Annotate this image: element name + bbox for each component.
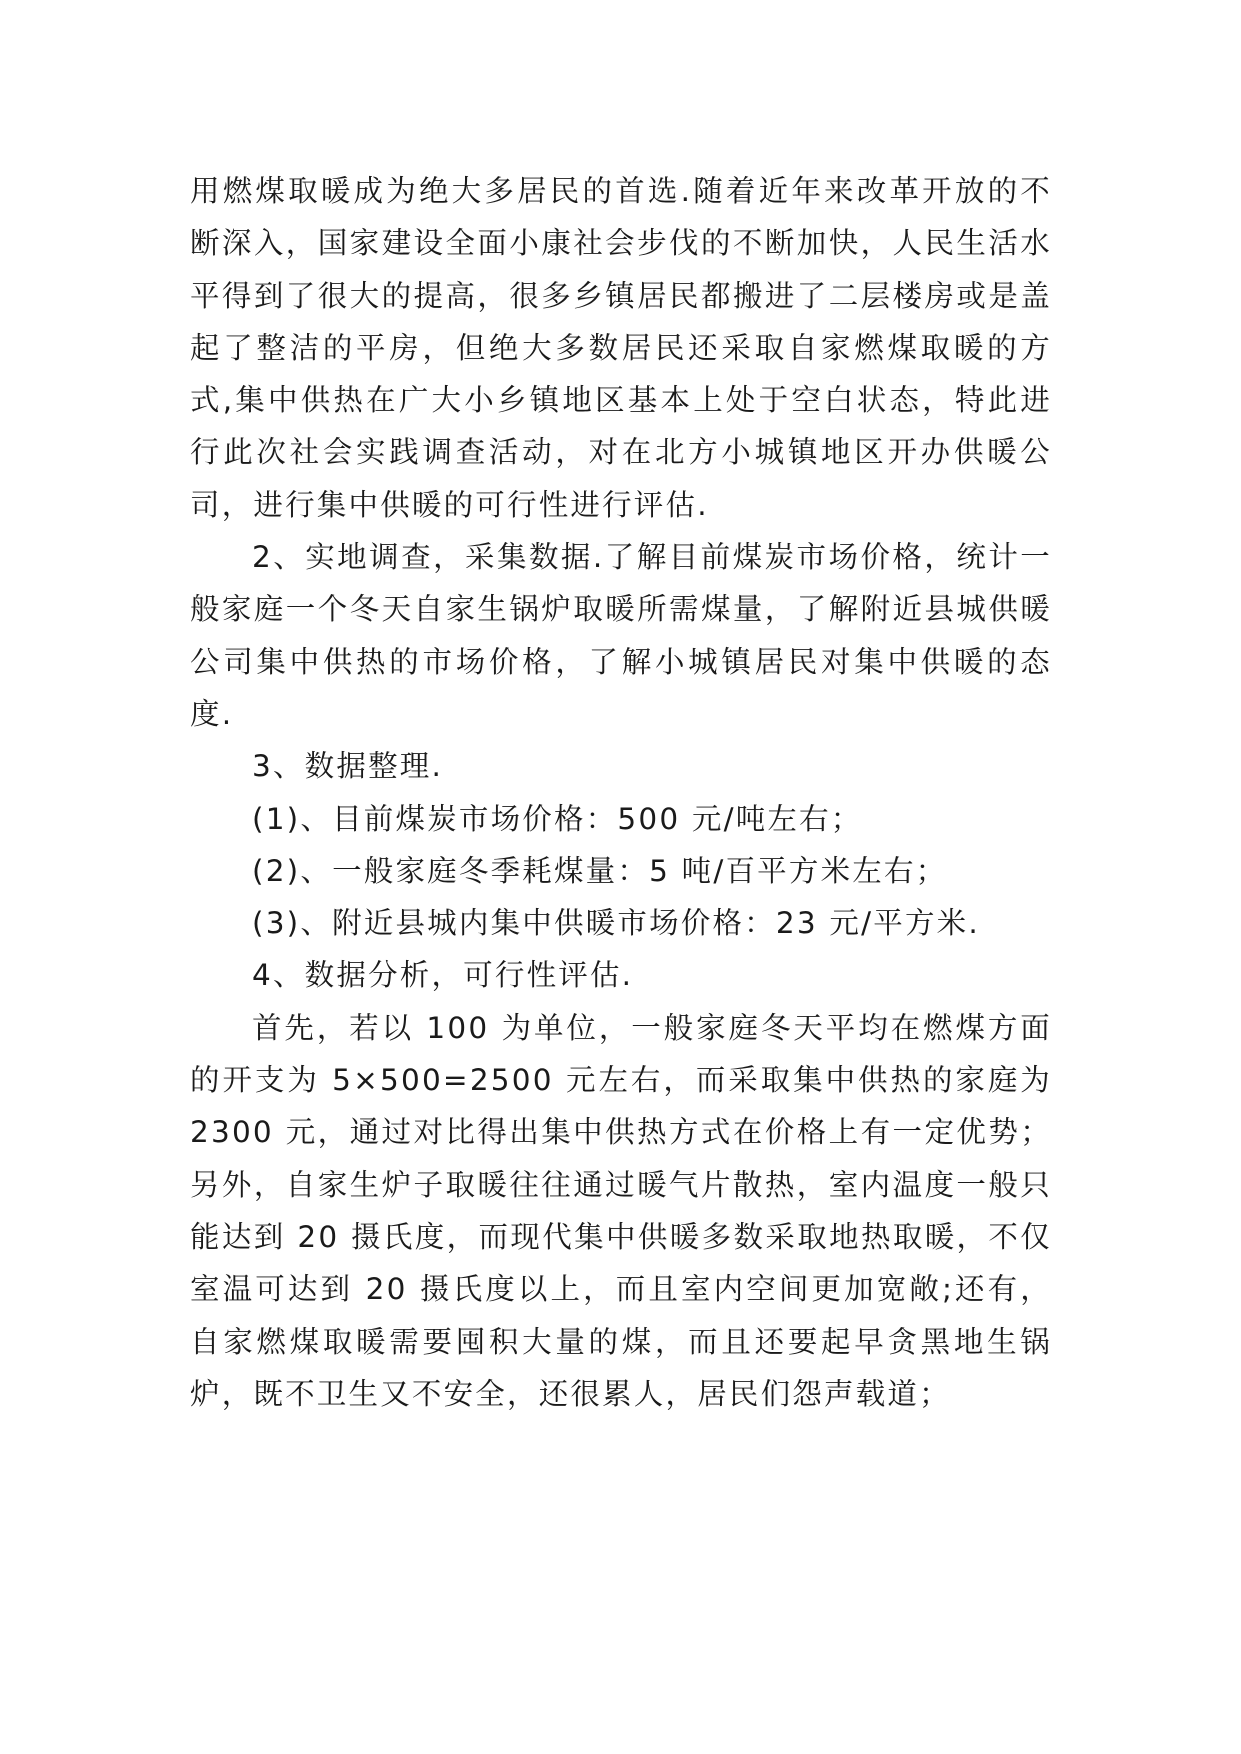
paragraph-step-4: 4、数据分析，可行性评估. (252, 958, 634, 993)
document-body (190, 165, 1052, 1420)
paragraph-data-item-1: (1)、目前煤炭市场价格：500 元/吨左右； (252, 801, 863, 836)
paragraph-analysis: 首先，若以 100 为单位，一般家庭冬天平均在燃煤方面的开支为 5×500=2500 元左右，而采取集中供热的家庭为 2300 元，通过对比得出集中供热方式在价格上有一定优势；另外，自家生炉子取暖往往通过暖气片散热，室内温度一般只能达到 20 摄氏度，而现代集中供暖多数采取地热取暖，不仅室温可达到 20 摄氏度以上，而且室内空间更加宽敞;还有，自家燃煤取暖需要囤积大量的煤，而且还要起早贪黑地生锅炉，既不卫生又不安全，还很累人，居民们怨声载道； (190, 1010, 1052, 1411)
paragraph-data-item-2: (2)、一般家庭冬季耗煤量：5 吨/百平方米左右； (252, 853, 948, 888)
paragraph-data-item-3: (3)、附近县城内集中供暖市场价格：23 元/平方米. (252, 906, 980, 941)
paragraph-step-2: 2、实地调查，采集数据.了解目前煤炭市场价格，统计一般家庭一个冬天自家生锅炉取暖所需煤量，了解附近县城供暖公司集中供热的市场价格，了解小城镇居民对集中供暖的态度. (190, 540, 1052, 731)
paragraph-step-3: 3、数据整理. (252, 749, 444, 784)
paragraph-background: 用燃煤取暖成为绝大多居民的首选.随着近年来改革开放的不断深入，国家建设全面小康社会步伐的不断加快，人民生活水平得到了很大的提高，很多乡镇居民都搬进了二层楼房或是盖起了整洁的平房，但绝大多数居民还采取自家燃煤取暖的方式,集中供热在广大小乡镇地区基本上处于空白状态，特此进行此次社会实践调查活动，对在北方小城镇地区开办供暖公司，进行集中供暖的可行性进行评估. (190, 174, 1052, 522)
